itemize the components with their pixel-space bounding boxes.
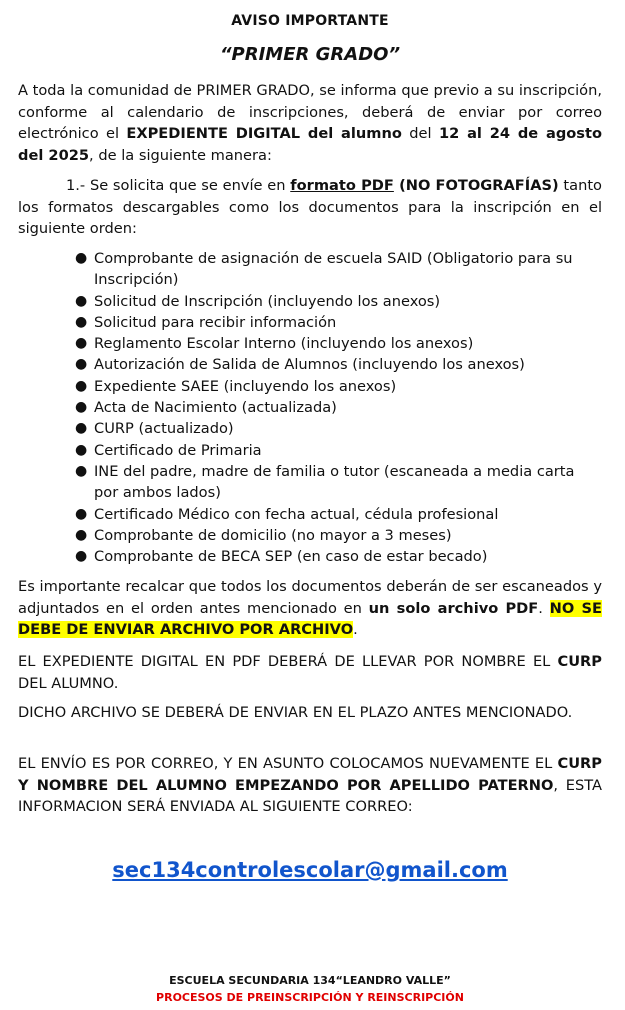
naming-curp: CURP <box>557 653 602 670</box>
bullet-icon: ● <box>75 420 88 437</box>
list-item-text: CURP (actualizado) <box>94 420 234 438</box>
point-1-format-pdf: formato PDF <box>290 177 394 194</box>
bullet-icon: ● <box>75 292 88 309</box>
naming-text-2: DEL ALUMNO. <box>18 674 119 692</box>
bullet-icon: ● <box>75 377 88 394</box>
point-1-text-2: tanto los formatos descargables como los documentos para la inscripción en el siguiente orden: <box>18 177 602 237</box>
bullet-icon: ● <box>75 548 88 565</box>
list-item-text: Certificado de Primaria <box>94 441 262 459</box>
intro-bold-expediente: EXPEDIENTE DIGITAL del alumno <box>126 125 402 142</box>
list-item-text: Expediente SAEE (incluyendo los anexos) <box>94 377 397 395</box>
list-item-text: Comprobante de asignación de escuela SAID (Obligatorio para su Inscripción) <box>94 250 573 289</box>
notice-document-lower <box>18 0 602 1010</box>
point-1-no-photos: (NO FOTOGRAFÍAS) <box>393 177 559 194</box>
point-1-text-1: 1.- Se solicita que se envíe en <box>66 177 291 194</box>
intro-text-1: A toda la comunidad de PRIMER GRADO, se informa que previo a su inscripción, conforme al calendario de inscripciones, deberá de enviar por correo electrónico el <box>18 82 602 142</box>
bullet-icon: ● <box>75 250 88 266</box>
list-item-text: Autorización de Salida de Alumnos (incluyendo los anexos) <box>94 356 525 374</box>
subject-bold: CURP Y NOMBRE DEL ALUMNO EMPEZANDO POR APELLIDO PATERNO <box>18 755 602 794</box>
footer-process: PROCESOS DE PREINSCRIPCIÓN Y REINSCRIPCIÓN <box>156 991 464 1004</box>
subject-paragraph <box>18 753 602 818</box>
footer-school-name: ESCUELA SECUNDARIA 134“LEANDRO VALLE” <box>169 974 451 987</box>
deadline-paragraph: DICHO ARCHIVO SE DEBERÁ DE ENVIAR EN EL PLAZO ANTES MENCIONADO. <box>18 704 573 721</box>
bullet-icon: ● <box>75 441 88 458</box>
bullet-icon: ● <box>75 399 88 416</box>
bullet-icon: ● <box>75 313 88 330</box>
bullet-icon: ● <box>75 526 88 543</box>
naming-paragraph <box>18 651 602 694</box>
important-highlight: NO SE DEBE DE ENVIAR ARCHIVO POR ARCHIVO <box>18 599 602 638</box>
email-link[interactable]: sec134controlescolar@gmail.com <box>112 858 508 882</box>
list-item-text: Reglamento Escolar Interno (incluyendo los anexos) <box>94 335 474 353</box>
important-text-3: . <box>353 621 358 638</box>
intro-text-2: del <box>401 125 439 142</box>
important-text-2: . <box>538 599 550 617</box>
bullet-icon: ● <box>75 335 88 352</box>
bullet-icon: ● <box>75 356 88 373</box>
list-item-text: Certificado Médico con fecha actual, cédula profesional <box>94 505 499 523</box>
list-item-text: Solicitud de Inscripción (incluyendo los anexos) <box>94 292 441 310</box>
important-single-pdf: un solo archivo PDF <box>368 599 539 617</box>
notice-subtitle: “PRIMER GRADO” <box>219 44 401 65</box>
intro-text-3: , de la siguiente manera: <box>89 146 272 164</box>
naming-text-1: EL EXPEDIENTE DIGITAL EN PDF DEBERÁ DE LLEVAR POR NOMBRE EL <box>18 653 558 670</box>
list-item-text: Acta de Nacimiento (actualizada) <box>94 399 337 417</box>
important-paragraph <box>18 576 602 641</box>
list-item-text: Solicitud para recibir información <box>94 313 337 331</box>
list-item-text: Comprobante de BECA SEP (en caso de estar becado) <box>94 548 488 566</box>
intro-bold-dates: 12 al 24 de agosto del 2025 <box>18 125 602 164</box>
important-text-1: Es importante recalcar que todos los documentos deberán de ser escaneados y adjuntados en el orden antes mencionado en <box>18 578 602 617</box>
subject-text-2: , ESTA INFORMACION SERÁ ENVIADA AL SIGUIENTE CORREO: <box>18 776 602 815</box>
notice-title: AVISO IMPORTANTE <box>231 13 389 29</box>
list-item-text: INE del padre, madre de familia o tutor (escaneada a media carta por ambos lados) <box>94 462 575 502</box>
subject-text-1: EL ENVÍO ES POR CORREO, Y EN ASUNTO COLOCAMOS NUEVAMENTE EL <box>18 755 558 772</box>
bullet-icon: ● <box>75 505 88 522</box>
bullet-icon: ● <box>75 462 88 479</box>
list-item-text: Comprobante de domicilio (no mayor a 3 meses) <box>94 526 452 544</box>
